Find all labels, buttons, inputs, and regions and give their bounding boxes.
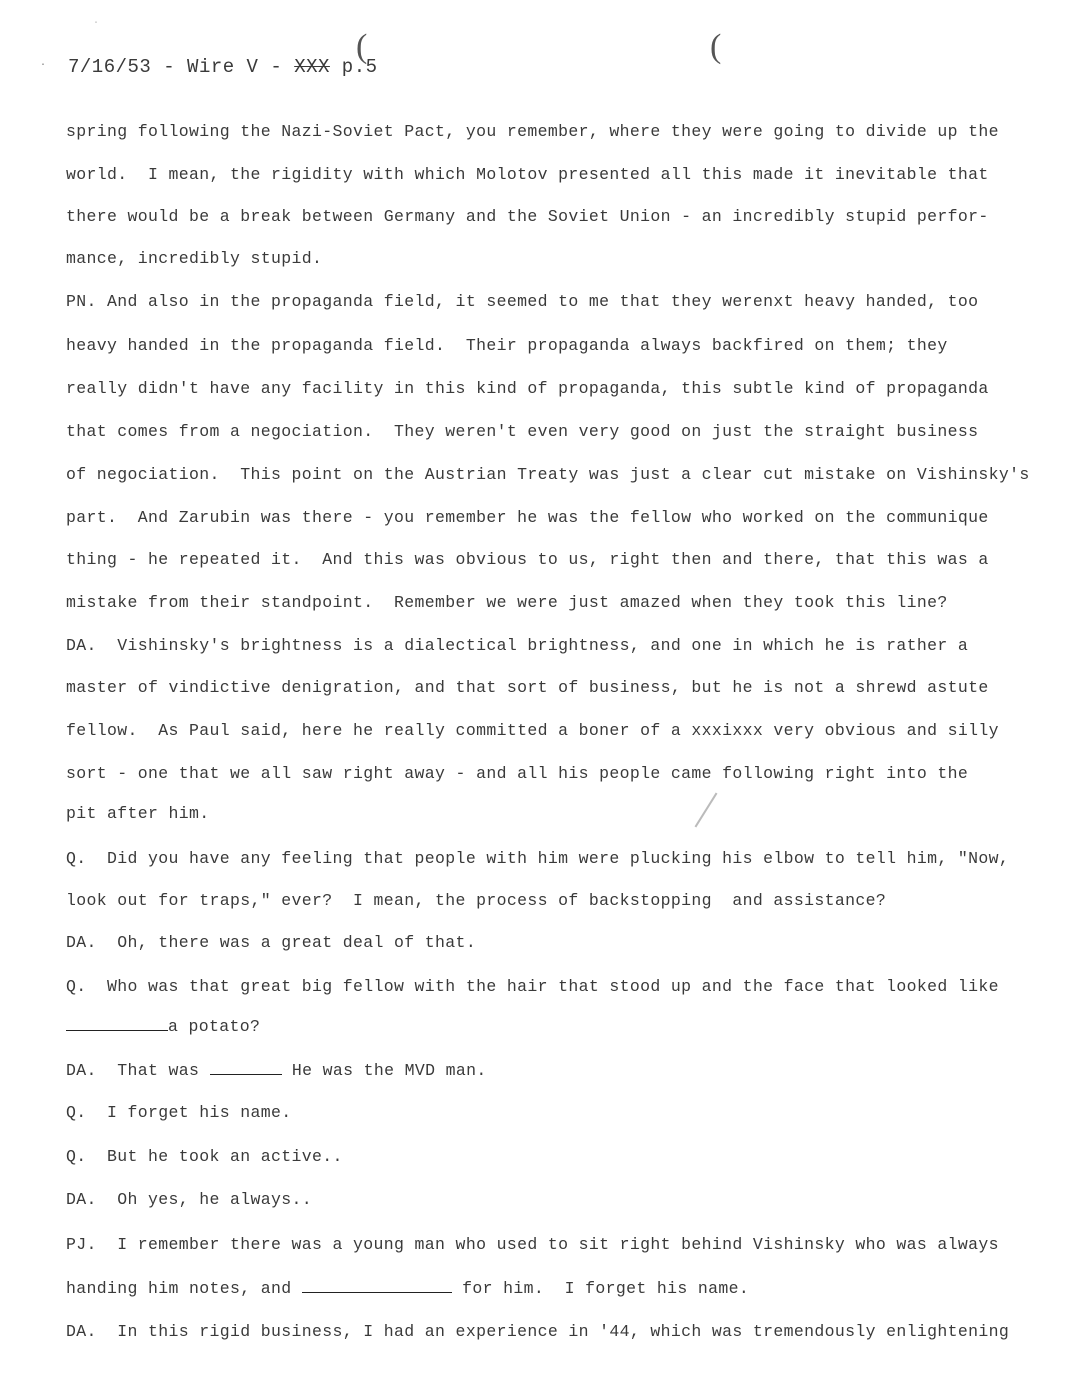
transcript-line (66, 1016, 260, 1037)
blank-underline (302, 1278, 452, 1293)
blank-underline (66, 1016, 168, 1031)
speaker-line: Q. Did you have any feeling that people with him were plucking his elbow to tell him, "Now, (66, 849, 1010, 868)
line-text: handing him notes, and (66, 1279, 292, 1298)
speaker-line: DA. In this rigid business, I had an experience in '44, which was tremendously enlightening (66, 1322, 1010, 1341)
speaker-line: DA. Oh, there was a great deal of that. (66, 933, 477, 952)
header-struck-text: XXX (294, 56, 330, 78)
transcript-line: sort - one that we all saw right away - and all his people came following right into the (66, 764, 969, 783)
speaker-line: Q. But he took an active.. (66, 1147, 343, 1166)
header-separator: - (151, 56, 188, 78)
transcript-line: fellow. As Paul said, here he really committed a boner of a xxxixxx very obvious and silly (66, 721, 999, 740)
margin-mark: ( (356, 28, 368, 65)
speaker-line (66, 1060, 487, 1081)
transcript-line: mance, incredibly stupid. (66, 249, 323, 268)
scan-speck: · (40, 60, 47, 71)
transcript-line: pit after him. (66, 804, 210, 823)
speaker-line: Q. I forget his name. (66, 1103, 292, 1122)
line-text: a potato? (168, 1017, 261, 1036)
page-header (68, 56, 378, 78)
transcript-line: heavy handed in the propaganda field. Their propaganda always backfired on them; they (66, 336, 948, 355)
transcript-line: master of vindictive denigration, and that sort of business, but he is not a shrewd astute (66, 678, 989, 697)
transcript-line: look out for traps," ever? I mean, the process of backstopping and assistance? (66, 891, 887, 910)
header-separator: - (258, 56, 295, 78)
speaker-line: DA. Oh yes, he always.. (66, 1190, 313, 1209)
speaker-line: PN. And also in the propaganda field, it seemed to me that they werenxt heavy handed, too (66, 292, 979, 311)
transcript-line (66, 1278, 749, 1299)
speaker-line: Q. Who was that great big fellow with the hair that stood up and the face that looked like (66, 977, 999, 996)
speaker-line: DA. Vishinsky's brightness is a dialectical brightness, and one in which he is rather a (66, 636, 969, 655)
blank-underline (210, 1060, 282, 1075)
transcript-line: world. I mean, the rigidity with which Molotov presented all this made it inevitable that (66, 165, 989, 184)
header-wire: Wire V (187, 56, 259, 78)
line-text: for him. I forget his name. (462, 1279, 750, 1298)
pencil-mark (695, 793, 718, 828)
header-page-number: p.5 (329, 56, 378, 78)
transcript-line: of negociation. This point on the Austrian Treaty was just a clear cut mistake on Vishinsky's (66, 465, 1030, 484)
header-date: 7/16/53 (68, 56, 152, 78)
line-text: DA. That was (66, 1061, 200, 1080)
transcript-line: thing - he repeated it. And this was obvious to us, right then and there, that this was a (66, 550, 989, 569)
transcript-line: really didn't have any facility in this kind of propaganda, this subtle kind of propaganda (66, 379, 989, 398)
transcript-line: there would be a break between Germany and the Soviet Union - an incredibly stupid perfor- (66, 207, 989, 226)
line-text: He was the MVD man. (291, 1061, 487, 1080)
margin-mark: ( (710, 28, 722, 65)
transcript-line: part. And Zarubin was there - you remember he was the fellow who worked on the communique (66, 508, 989, 527)
transcript-line: that comes from a negociation. They weren't even very good on just the straight business (66, 422, 979, 441)
transcript-line: mistake from their standpoint. Remember we were just amazed when they took this line? (66, 593, 948, 612)
speaker-line: PJ. I remember there was a young man who used to sit right behind Vishinsky who was always (66, 1235, 999, 1254)
scan-speck: ˈ (93, 22, 100, 33)
transcript-line: spring following the Nazi-Soviet Pact, you remember, where they were going to divide up the (66, 122, 999, 141)
